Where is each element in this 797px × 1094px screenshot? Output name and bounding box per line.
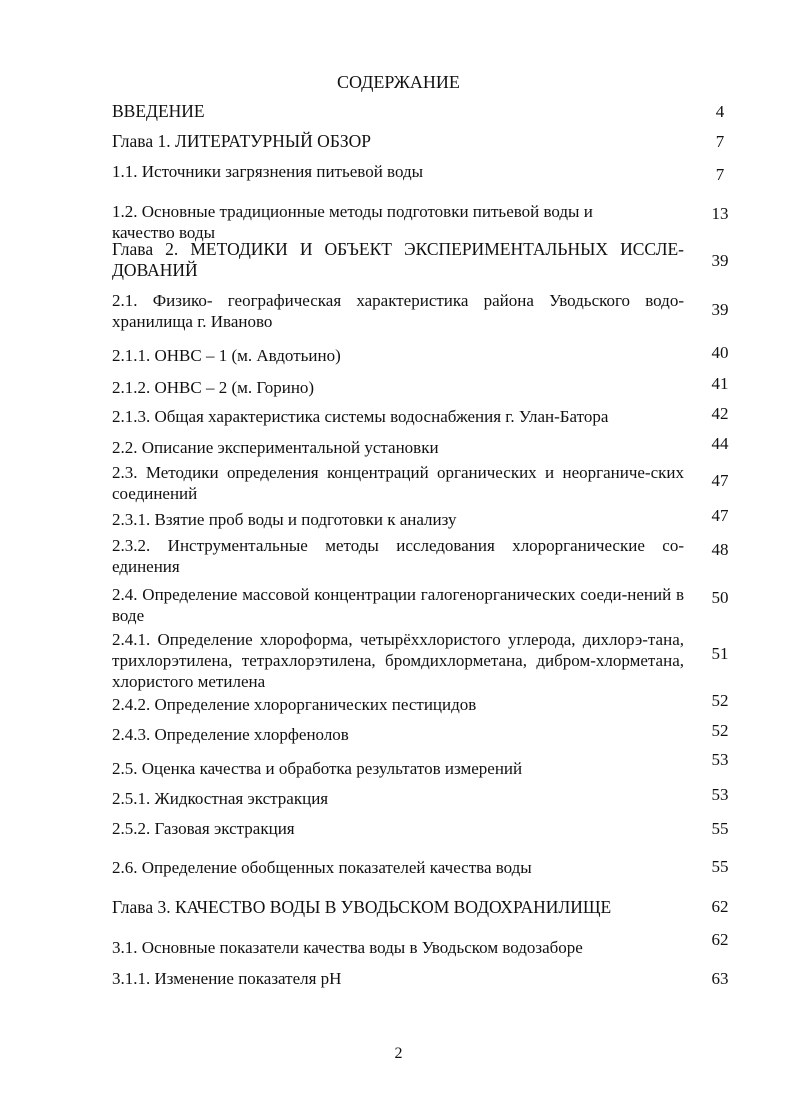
toc-entry-1-1 [0, 161, 797, 184]
toc-entry-3-1-1 [0, 968, 797, 988]
toc-entry-2-4-1 [0, 629, 797, 691]
toc-entry-page: 40 [711, 343, 729, 362]
toc-entry-text: 2.3.1. Взятие проб воды и подготовки к анализу [112, 510, 457, 529]
page-number: 2 [394, 1045, 403, 1062]
toc-entry-text: 2.4.2. Определение хлорорганических пестицидов [112, 695, 477, 714]
toc-entry-2-3 [0, 462, 797, 503]
toc-entry-page: 48 [711, 540, 729, 559]
toc-entry-text: 2.3. Методики определения концентраций органических и неорганиче-ских соединений [112, 463, 684, 503]
toc-entry-page: 39 [711, 251, 729, 270]
toc-entry-text: 2.6. Определение обобщенных показателей качества воды [112, 858, 532, 877]
toc-entry-page: 55 [711, 857, 729, 876]
toc-entry-2-1-3 [0, 404, 797, 426]
toc-entry-page: 62 [711, 930, 729, 949]
toc-entry-2-1 [0, 290, 797, 331]
toc-entry-page: 55 [711, 819, 729, 838]
toc-entry-2-1-2 [0, 374, 797, 397]
toc-entry-2-1-1 [0, 343, 797, 365]
toc-entry-2-2 [0, 434, 797, 457]
toc-entry-chapter-1 [0, 131, 797, 151]
toc-entry-page: 7 [715, 132, 725, 151]
toc-entry-text: ВВЕДЕНИЕ [112, 101, 205, 121]
toc-entry-text: 2.1.1. ОНВС – 1 (м. Авдотьино) [112, 346, 341, 365]
toc-entry-page: 41 [711, 374, 729, 393]
toc-entry-2-4-2 [0, 691, 797, 714]
toc-entry-text: 2.1.3. Общая характеристика системы водоснабжения г. Улан-Батора [112, 407, 609, 426]
toc-entry-page: 52 [711, 721, 729, 740]
toc-entry-text: 2.4.1. Определение хлороформа, четырёххлористого углерода, дихлорэ-тана, трихлорэтилена, тетрахлорэтилена, бромдихлорметана, дибром-хлорметана, хлористого метилена [112, 630, 684, 691]
toc-entry-2-6 [0, 857, 797, 877]
toc-entry-page: 63 [711, 969, 729, 988]
toc-entry-text: 3.1. Основные показатели качества воды в Уводьском водозаборе [112, 938, 583, 957]
toc-entry-2-4-3 [0, 721, 797, 744]
toc-entry-page: 53 [711, 785, 729, 804]
toc-entry-text: Глава 1. ЛИТЕРАТУРНЫЙ ОБЗОР [112, 131, 372, 151]
toc-entry-text: 2.1.2. ОНВС – 2 (м. Горино) [112, 378, 315, 397]
toc-entry-text: 2.5. Оценка качества и обработка результатов измерений [112, 759, 523, 778]
toc-entry-page: 44 [711, 434, 729, 453]
toc-entry-text: 2.5.2. Газовая экстракция [112, 819, 295, 838]
toc-entry-2-5-1 [0, 785, 797, 808]
toc-entry-2-3-1 [0, 506, 797, 529]
toc-entry-text: 2.1. Физико- географическая характеристика района Уводьского водо-хранилища г. Иваново [112, 291, 684, 331]
toc-entry-page: 62 [711, 897, 729, 916]
toc-entry-3-1 [0, 930, 797, 957]
toc-entry-text: 1.2. Основные традиционные методы подготовки питьевой воды и качество воды [112, 202, 593, 242]
toc-entry-text: Глава 2. МЕТОДИКИ И ОБЪЕКТ ЭКСПЕРИМЕНТАЛЬНЫХ ИССЛЕ-ДОВАНИЙ [112, 239, 684, 280]
toc-entry-page: 39 [711, 300, 729, 319]
toc-entry-page: 42 [711, 404, 729, 423]
toc-entry-page: 52 [711, 691, 729, 710]
toc-entry-text: Глава 3. КАЧЕСТВО ВОДЫ В УВОДЬСКОМ ВОДОХРАНИЛИЩЕ [112, 897, 612, 917]
toc-entry-text: 1.1. Источники загрязнения питьевой воды [112, 162, 424, 181]
toc-entry-text: 2.4.3. Определение хлорфенолов [112, 725, 349, 744]
toc-entry-text: 2.4. Определение массовой концентрации галогенорганических соеди-нений в воде [112, 585, 684, 625]
toc-title: СОДЕРЖАНИЕ [337, 72, 460, 92]
toc-entry-2-3-2 [0, 535, 797, 576]
toc-entry-page: 13 [711, 204, 729, 223]
toc-entry-text: 2.5.1. Жидкостная экстракция [112, 789, 329, 808]
toc-entry-page: 51 [711, 644, 729, 663]
toc-entry-page: 50 [711, 588, 729, 607]
toc-entry-page: 53 [711, 750, 729, 769]
toc-entry-2-5-2 [0, 818, 797, 838]
toc-entry-chapter-2 [0, 239, 797, 280]
toc-entry-text: 2.2. Описание экспериментальной установки [112, 438, 439, 457]
toc-entry-text: 2.3.2. Инструментальные методы исследования хлорорганические со-единения [112, 536, 684, 576]
toc-entry-2-4 [0, 584, 797, 625]
toc-entry-intro [0, 101, 797, 121]
toc-entry-page: 7 [715, 165, 725, 184]
toc-entry-page: 47 [711, 471, 729, 490]
toc-entry-chapter-3 [0, 897, 797, 917]
toc-entry-1-2 [0, 201, 797, 242]
toc-entry-page: 47 [711, 506, 729, 525]
toc-entry-text: 3.1.1. Изменение показателя pH [112, 969, 342, 988]
toc-entry-2-5 [0, 750, 797, 778]
toc-entry-page: 4 [715, 102, 725, 121]
